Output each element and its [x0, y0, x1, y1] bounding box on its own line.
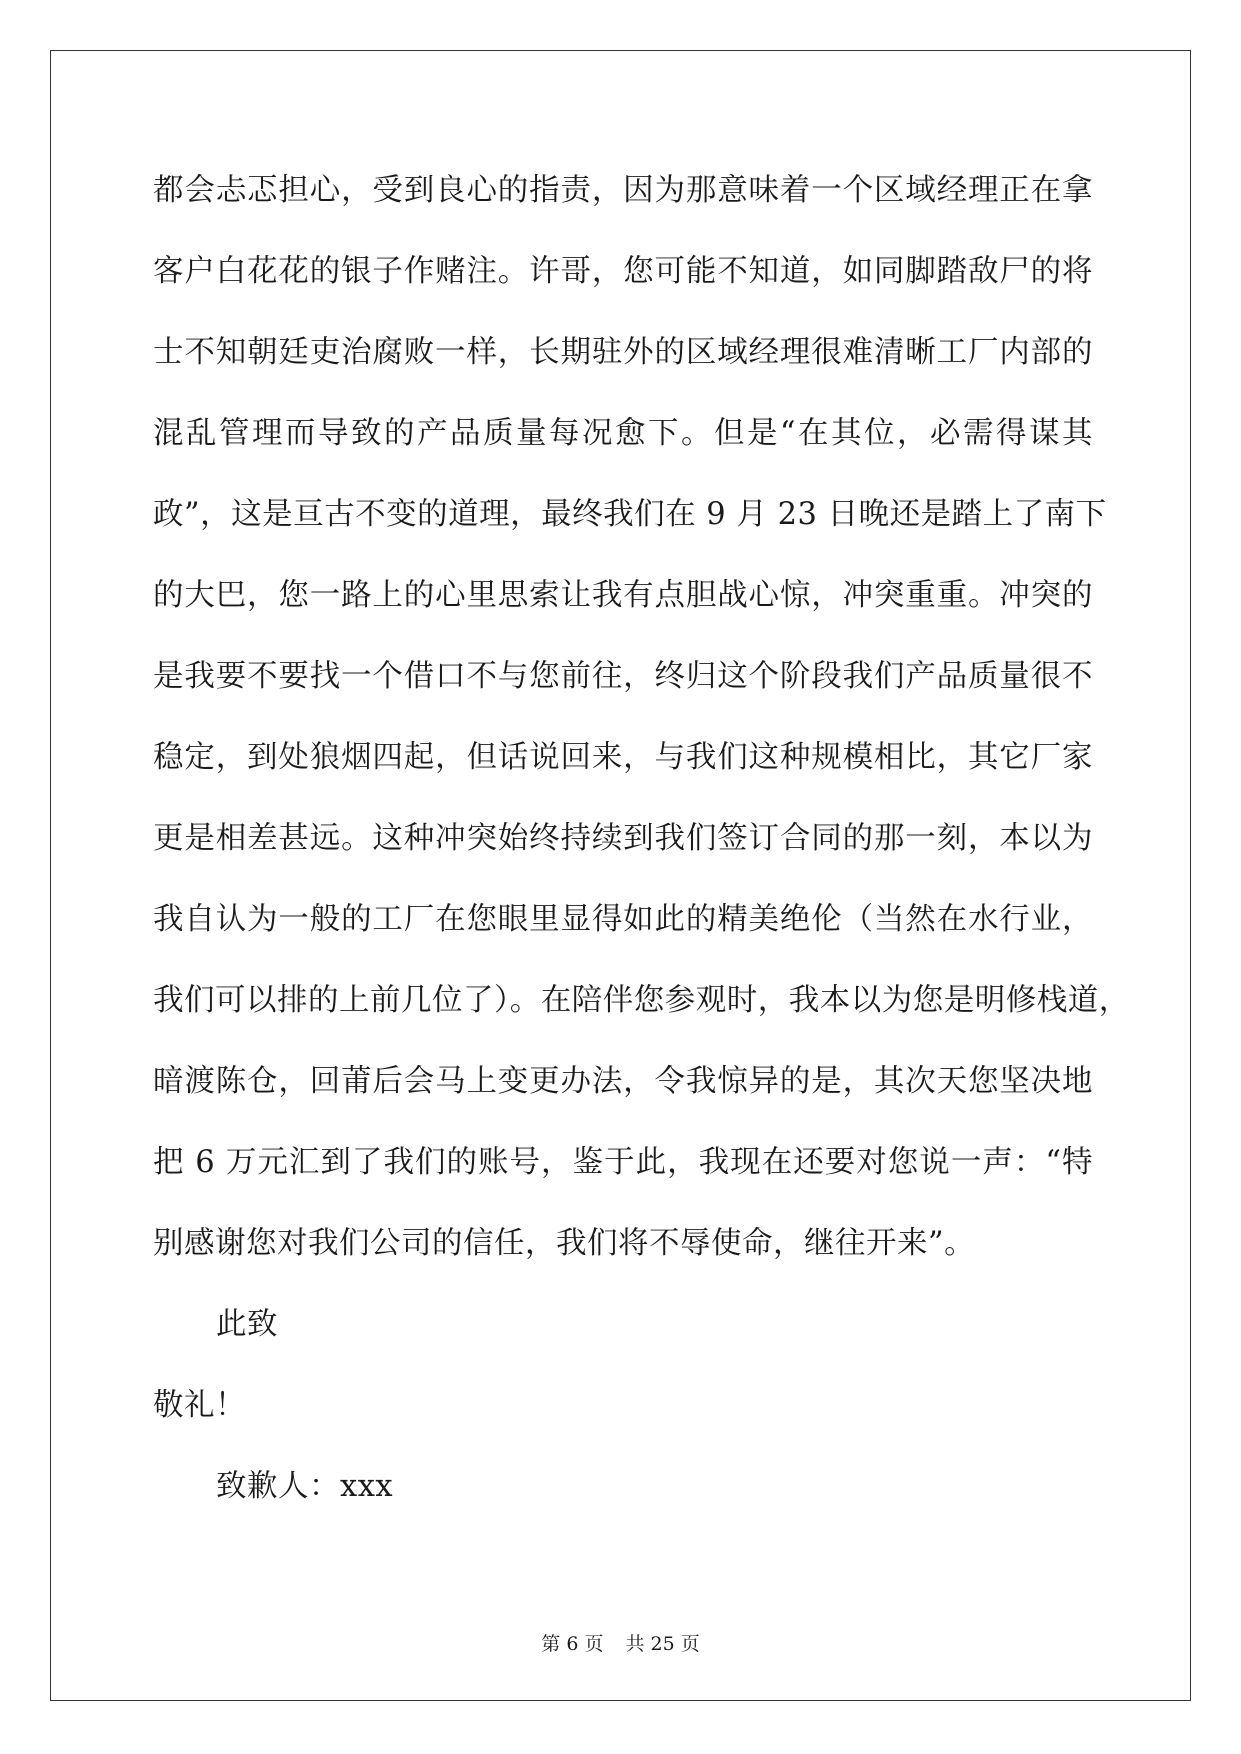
page-footer	[0, 1632, 1241, 1656]
text-line: 更是相差甚远。这种冲突始终持续到我们签订合同的那一刻，本以为	[153, 821, 1093, 856]
text-line: 稳定，到处狼烟四起，但话说回来，与我们这种规模相比，其它厂家	[153, 740, 1093, 775]
text-line: 我自认为一般的工厂在您眼里显得如此的精美绝伦（当然在水行业，	[153, 902, 1093, 937]
text-line: 的大巴，您一路上的心里思索让我有点胆战心惊，冲突重重。冲突的	[153, 578, 1093, 613]
page-number: 第 6 页	[541, 1633, 604, 1655]
page-total: 共 25 页	[625, 1633, 700, 1655]
letter-body	[153, 165, 1130, 1542]
text-line: 别感谢您对我们公司的信任，我们将不辱使命，继往开来”。	[153, 1226, 976, 1261]
text-line: 客户白花花的银子作赌注。许哥，您可能不知道，如同脚踏敌尸的将	[153, 254, 1093, 289]
letter-salutation: 敬礼！	[153, 1388, 246, 1423]
text-line: 是我要不要找一个借口不与您前往，终归这个阶段我们产品质量很不	[153, 659, 1093, 694]
text-line: 士不知朝廷吏治腐败一样，长期驻外的区域经理很难清晰工厂内部的	[153, 335, 1093, 370]
letter-signature: 致歉人：xxx	[216, 1469, 394, 1504]
text-line: 暗渡陈仓，回莆后会马上变更办法，令我惊异的是，其次天您坚决地	[153, 1064, 1093, 1099]
text-line: 都会忐忑担心，受到良心的指责，因为那意味着一个区域经理正在拿	[153, 173, 1093, 208]
letter-closing: 此致	[216, 1307, 278, 1342]
text-line: 政”，这是亘古不变的道理，最终我们在 9 月 23 日晚还是踏上了南下	[153, 497, 1107, 532]
text-line: 混乱管理而导致的产品质量每况愈下。但是“在其位，必需得谋其	[153, 416, 1093, 451]
text-line: 我们可以排的上前几位了）。在陪伴您参观时，我本以为您是明修栈道，	[153, 983, 1130, 1018]
text-line: 把 6 万元汇到了我们的账号，鉴于此，我现在还要对您说一声：“特	[153, 1145, 1093, 1180]
